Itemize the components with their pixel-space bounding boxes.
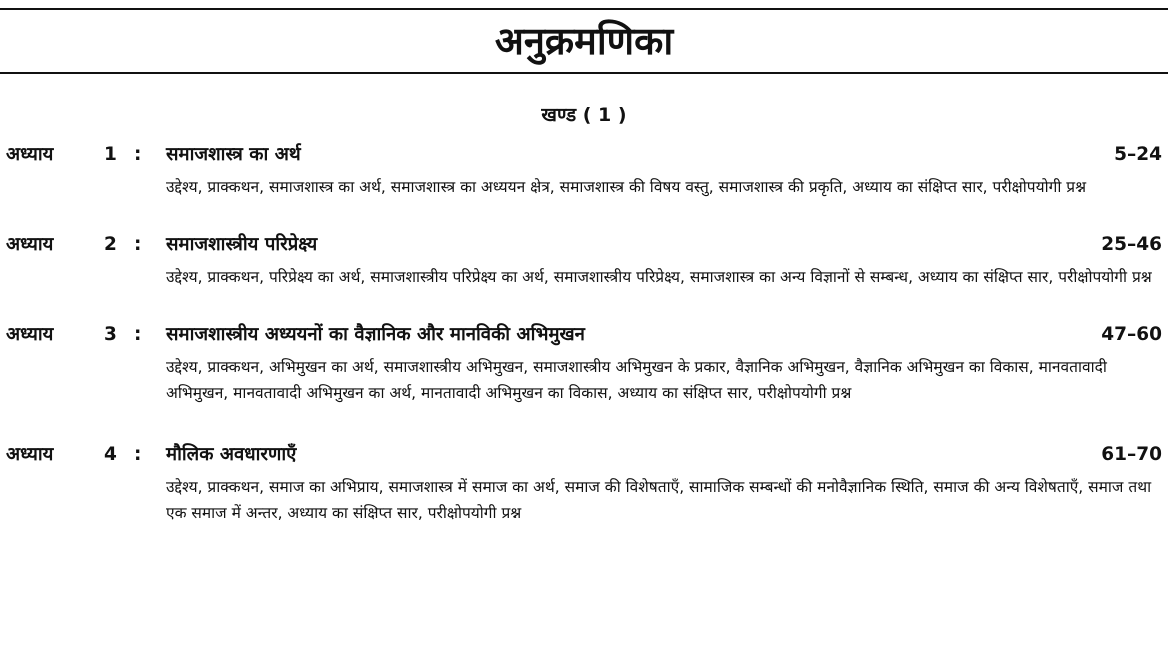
chapter-page-range: 61–70 [1101,444,1162,465]
chapter-entry-4 [0,440,1168,526]
chapter-heading-row [0,440,1168,470]
chapter-colon: : [134,144,142,165]
chapter-description: उद्देश्य, प्राक्कथन, अभिमुखन का अर्थ, समाजशास्त्रीय अभिमुखन, समाजशास्त्रीय अभिमुखन के प्रकार, वैज्ञानिक अभिमुखन, वैज्ञानिक अभिमुखन का विकास, मानवतावादी अभिमुखन, मानवतावादी अभिमुखन का अर्थ, मानतावादी अभिमुखन का विकास, अध्याय का संक्षिप्त सार, परीक्षोपयोगी प्रश्न [166,358,1107,402]
chapter-number: 1 [104,144,117,165]
chapter-description: उद्देश्य, प्राक्कथन, समाजशास्त्र का अर्थ, समाजशास्त्र का अध्ययन क्षेत्र, समाजशास्त्र की विषय वस्तु, समाजशास्त्र की प्रकृति, अध्याय का संक्षिप्त सार, परीक्षोपयोगी प्रश्न [166,178,1087,196]
chapter-title: समाजशास्त्रीय अध्ययनों का वैज्ञानिक और मानविकी अभिमुखन [166,324,585,345]
chapter-heading-row [0,140,1168,170]
chapter-heading-row [0,230,1168,260]
chapter-entry-2 [0,230,1168,290]
chapter-title: समाजशास्त्र का अर्थ [166,144,301,165]
chapter-word: अध्याय [6,444,54,465]
title-underline-rule [0,72,1168,74]
chapter-colon: : [134,324,142,345]
chapter-colon: : [134,234,142,255]
chapter-number: 2 [104,234,117,255]
page-title: अनुक्रमणिका [494,19,674,63]
chapter-title: मौलिक अवधारणाएँ [166,444,297,465]
chapter-page-range: 25–46 [1101,234,1162,255]
chapter-entry-1 [0,140,1168,200]
top-rule [0,8,1168,10]
chapter-page-range: 5–24 [1114,144,1162,165]
chapter-heading-row [0,320,1168,350]
section-heading: खण्ड ( 1 ) [541,104,627,126]
chapter-colon: : [134,444,142,465]
chapter-word: अध्याय [6,234,54,255]
chapter-word: अध्याय [6,144,54,165]
chapter-title: समाजशास्त्रीय परिप्रेक्ष्य [166,234,318,255]
chapter-entry-3 [0,320,1168,406]
chapter-number: 4 [104,444,117,465]
chapter-page-range: 47–60 [1101,324,1162,345]
chapter-description: उद्देश्य, प्राक्कथन, समाज का अभिप्राय, समाजशास्त्र में समाज का अर्थ, समाज की विशेषताएँ, सामाजिक सम्बन्धों की मनोवैज्ञानिक स्थिति, समाज की अन्य विशेषताएँ, समाज तथा एक समाज में अन्तर, अध्याय का संक्षिप्त सार, परीक्षोपयोगी प्रश्न [166,478,1152,522]
chapter-number: 3 [104,324,117,345]
chapter-description: उद्देश्य, प्राक्कथन, परिप्रेक्ष्य का अर्थ, समाजशास्त्रीय परिप्रेक्ष्य का अर्थ, समाजशास्त्रीय परिप्रेक्ष्य, समाजशास्त्र का अन्य विज्ञानों से सम्बन्ध, अध्याय का संक्षिप्त सार, परीक्षोपयोगी प्रश्न [166,268,1152,286]
chapter-word: अध्याय [6,324,54,345]
